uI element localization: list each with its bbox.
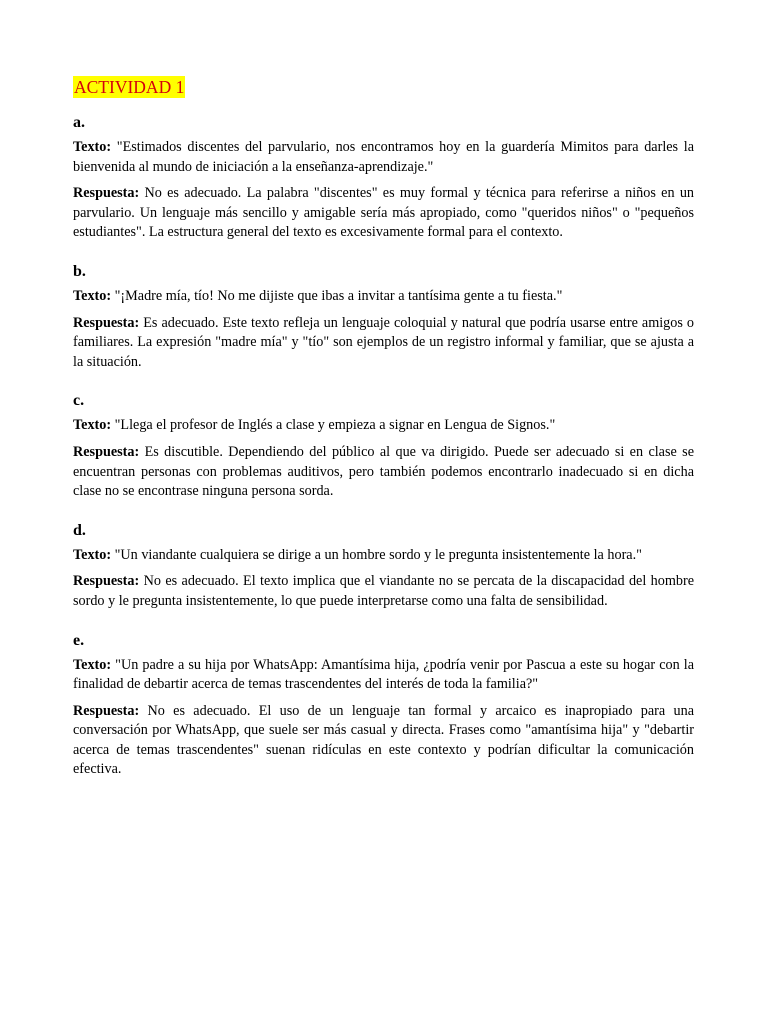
respuesta-content: Es adecuado. Este texto refleja un lenguaje coloquial y natural que podría usarse entre amigos o familiares. La expresión "madre mía" y "tío" son ejemplos de un registro informal y familiar, que se ajusta a la situación. bbox=[73, 314, 695, 370]
respuesta-label: Respuesta: bbox=[73, 314, 140, 331]
respuesta-label: Respuesta: bbox=[73, 443, 140, 460]
item-letter: c. bbox=[73, 392, 85, 410]
texto-content: "Estimados discentes del parvulario, nos encontramos hoy en la guardería Mimitos para darles la bienvenida al mundo de iniciación a la enseñanza-aprendizaje." bbox=[73, 139, 694, 175]
item-respuesta bbox=[73, 572, 694, 611]
item-letter: e. bbox=[73, 631, 85, 649]
item-letter: b. bbox=[73, 262, 86, 280]
item-respuesta bbox=[73, 184, 694, 243]
item-texto bbox=[73, 656, 694, 695]
respuesta-label: Respuesta: bbox=[73, 185, 140, 202]
item-texto bbox=[73, 138, 694, 177]
texto-label: Texto: bbox=[73, 417, 112, 434]
item-texto bbox=[73, 416, 694, 436]
item-texto bbox=[73, 546, 694, 566]
texto-content: "¡Madre mía, tío! No me dijiste que ibas a invitar a tantísima gente a tu fiesta." bbox=[114, 287, 563, 304]
item-a bbox=[73, 112, 694, 243]
item-texto bbox=[73, 287, 694, 307]
item-letter: d. bbox=[73, 521, 86, 539]
item-b bbox=[73, 261, 694, 372]
page-title: ACTIVIDAD 1 bbox=[74, 77, 185, 97]
item-respuesta bbox=[73, 702, 694, 780]
texto-content: "Un padre a su hija por WhatsApp: Amantísima hija, ¿podría venir por Pascua a este su hogar con la finalidad de debartir acerca de temas trascendentes del interés de toda la familia?" bbox=[73, 656, 695, 693]
respuesta-content: No es adecuado. El uso de un lenguaje tan formal y arcaico es inapropiado para una conversación por WhatsApp, que suele ser más casual y directa. Frases como "amantísima hija" y "debartir acerca de temas trascendentes" suenan ridículas en este contexto y podrían dificultar la comunicación efectiva. bbox=[73, 702, 694, 778]
item-letter: a. bbox=[73, 114, 85, 131]
texto-label: Texto: bbox=[73, 139, 112, 155]
respuesta-content: No es adecuado. El texto implica que el viandante no se percata de la discapacidad del hombre sordo y le pregunta insistentemente, lo que puede interpretarse como una falta de sensibilidad. bbox=[73, 573, 695, 609]
respuesta-content: No es adecuado. La palabra "discentes" es muy formal y técnica para referirse a niños en un parvulario. Un lenguaje más sencillo y amigable sería más apropiado, como "queridos niños" o "pequeños estudiantes". La estructura general del texto es excesivamente formal para el contexto. bbox=[73, 185, 695, 241]
texto-label: Texto: bbox=[73, 656, 112, 673]
texto-label: Texto: bbox=[73, 546, 112, 563]
item-respuesta bbox=[73, 443, 694, 502]
item-e bbox=[73, 630, 694, 781]
respuesta-label: Respuesta: bbox=[73, 702, 140, 719]
item-c bbox=[73, 390, 694, 501]
respuesta-label: Respuesta: bbox=[73, 573, 140, 590]
texto-content: "Un viandante cualquiera se dirige a un hombre sordo y le pregunta insistentemente la hora." bbox=[114, 546, 642, 563]
texto-content: "Llega el profesor de Inglés a clase y empieza a signar en Lengua de Signos." bbox=[114, 417, 556, 434]
item-d bbox=[73, 520, 694, 612]
respuesta-content: Es discutible. Dependiendo del público al que va dirigido. Puede ser adecuado si en clase se encuentran personas con problemas auditivos, pero también podemos encontrarlo inadecuado si en dicha clase no se encontrase ninguna persona sorda. bbox=[73, 443, 694, 500]
item-respuesta bbox=[73, 314, 694, 373]
texto-label: Texto: bbox=[73, 287, 112, 304]
